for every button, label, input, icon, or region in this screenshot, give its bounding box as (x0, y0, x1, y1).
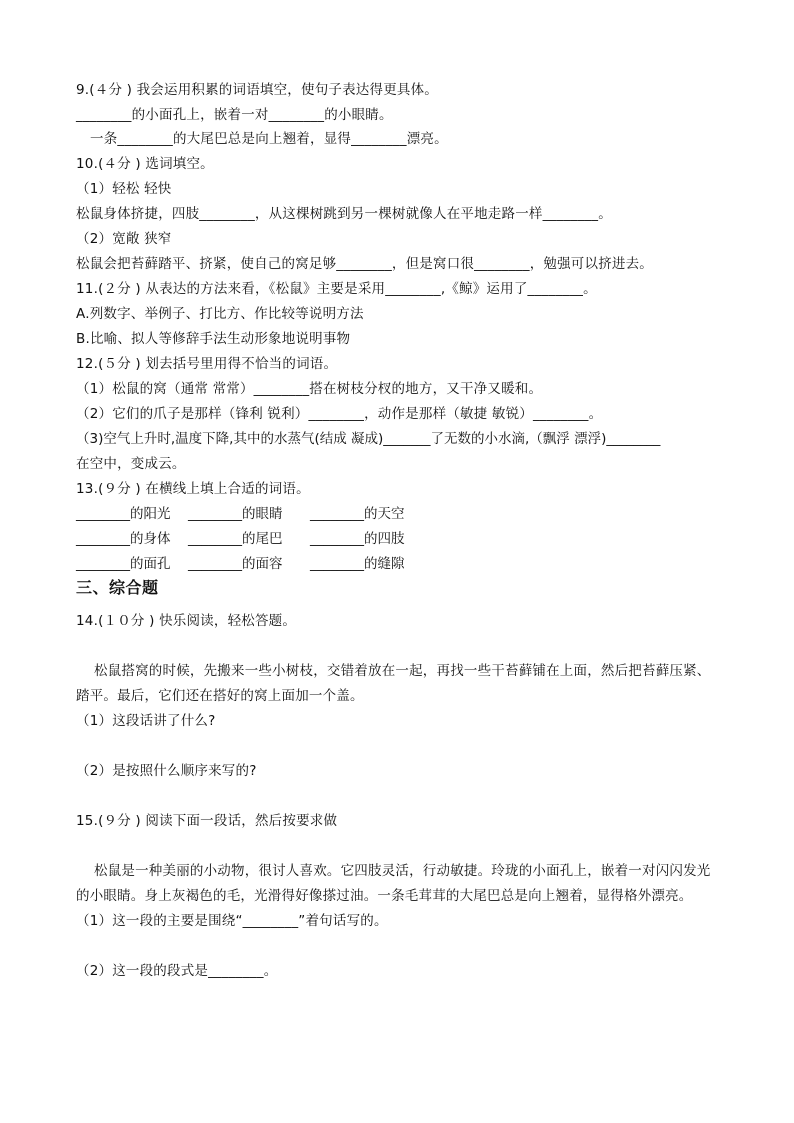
q10-options-2: （2）宽敞 狭窄 (76, 231, 172, 247)
q11-option-b: B.比喻、拟人等修辞手法生动形象地说明事物 (76, 331, 351, 347)
q11-option-a: A.列数字、举例子、打比方、作比较等说明方法 (76, 306, 364, 322)
q12-sentence-3a: （3)空气上升时,温度下降,其中的水蒸气(结成 凝成)_______了无数的小水滴,（飘浮 漂浮)________ (76, 431, 661, 447)
section-title: 三、综合题 (76, 578, 159, 597)
q10-sentence-2: 松鼠会把苔藓踏平、挤紧，使自己的窝足够________，但是窝口很________，勉强可以挤进去。 (76, 256, 653, 272)
q15-question-2: （2）这一段的段式是________。 (76, 963, 278, 979)
q13-cell: ________的面孔 (76, 556, 171, 572)
q10-header: 10.(４分 ) 选词填空。 (76, 156, 214, 172)
q11-header: 11.(２分 ) 从表达的方法来看，《松鼠》主要是采用________,《鲸》运用了________。 (76, 281, 597, 297)
q10-options-1: （1）轻松 轻快 (76, 181, 172, 197)
q14-passage-line2: 踏平。最后，它们还在搭好的窝上面加一个盖。 (76, 688, 364, 704)
q12-sentence-2: （2）它们的爪子是那样（锋利 锐利）________，动作是那样（敏捷 敏锐）________。 (76, 406, 603, 422)
q9-line1: ________的小面孔上，嵌着一对________的小眼睛。 (76, 107, 393, 123)
q15-passage-line1: 松鼠是一种美丽的小动物，很讨人喜欢。它四肢灵活，行动敏捷。玲珑的小面孔上，嵌着一对闪闪发光 (94, 863, 711, 879)
q12-sentence-1: （1）松鼠的窝（通常 常常）________搭在树枝分杈的地方，又干净又暖和。 (76, 381, 543, 397)
q13-cell: ________的天空 (310, 506, 405, 522)
q9-line2: 一条________的大尾巴总是向上翘着，显得________漂亮。 (90, 131, 448, 147)
q15-passage-line2: 的小眼睛。身上灰褐色的毛，光滑得好像搽过油。一条毛茸茸的大尾巴总是向上翘着，显得格外漂亮。 (76, 888, 693, 904)
q14-header: 14.(１０分 ) 快乐阅读，轻松答题。 (76, 613, 297, 629)
q13-cell: ________的缝隙 (310, 556, 405, 572)
q15-header: 15.(９分 ) 阅读下面一段话，然后按要求做 (76, 813, 338, 829)
q13-cell: ________的四肢 (310, 531, 405, 547)
q13-cell: ________的身体 (76, 531, 171, 547)
q14-passage-line1: 松鼠搭窝的时候，先搬来一些小树枝，交错着放在一起，再找一些干苔藓铺在上面，然后把苔藓压紧、 (94, 663, 711, 679)
q13-header: 13.(９分 ) 在横线上填上合适的词语。 (76, 481, 310, 497)
q13-cell: ________的面容 (188, 556, 283, 572)
q12-header: 12.(５分 ) 划去括号里用得不恰当的词语。 (76, 356, 338, 372)
q14-question-1: （1）这段话讲了什么? (76, 713, 216, 729)
q10-sentence-1: 松鼠身体挤捷，四肢________，从这棵树跳到另一棵树就像人在平地走路一样________。 (76, 206, 612, 222)
q14-question-2: （2）是按照什么顺序来写的? (76, 763, 257, 779)
q13-cell: ________的眼睛 (188, 506, 283, 522)
q9-header: 9.(４分 ) 我会运用积累的词语填空，使句子表达得更具体。 (76, 82, 438, 98)
q13-cell: ________的阳光 (76, 506, 171, 522)
q13-cell: ________的尾巴 (188, 531, 283, 547)
q12-sentence-3b: 在空中，变成云。 (76, 456, 186, 472)
q15-question-1: （1）这一段的主要是围绕“________”着句话写的。 (76, 913, 388, 929)
